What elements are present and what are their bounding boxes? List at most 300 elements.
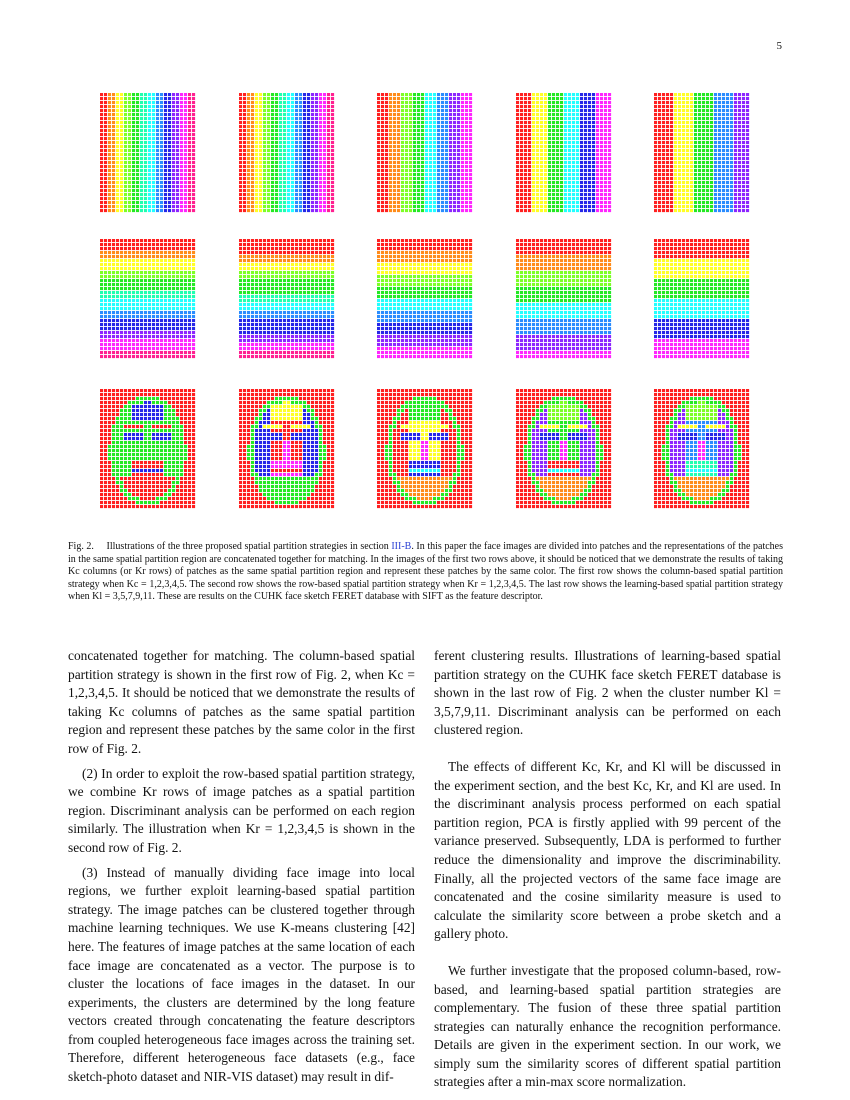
patch-cell [588,121,591,124]
patch-cell [381,105,384,108]
patch-cell [560,125,563,128]
patch-cell [160,299,163,302]
patch-cell [299,255,302,258]
patch-cell [315,307,318,310]
patch-cell [600,145,603,148]
patch-cell [544,149,547,152]
patch-cell [331,129,334,132]
patch-cell [469,165,472,168]
patch-cell [580,201,583,204]
patch-cell [572,201,575,204]
patch-cell [108,287,111,290]
patch-cell [580,189,583,192]
patch-cell [315,279,318,282]
patch-cell [397,97,400,100]
patch-cell [283,205,286,208]
patch-cell [100,205,103,208]
patch-cell [726,181,729,184]
patch-cell [397,105,400,108]
patch-cell [445,161,448,164]
patch-cell [738,193,741,196]
patch-cell [516,133,519,136]
patch-cell [405,97,408,100]
patch-cell [275,161,278,164]
patch-cell [401,201,404,204]
patch-cell [706,173,709,176]
patch-cell [176,205,179,208]
patch-cell [188,161,191,164]
patch-cell [184,93,187,96]
patch-cell [243,299,246,302]
patch-cell [120,339,123,342]
patch-cell [465,141,468,144]
patch-cell [299,117,302,120]
patch-cell [437,129,440,132]
patch-cell [283,93,286,96]
patch-cell [267,149,270,152]
patch-cell [251,97,254,100]
patch-cell [140,327,143,330]
patch-cell [188,347,191,350]
patch-cell [104,299,107,302]
patch-cell [604,205,607,208]
patch-cell [437,201,440,204]
patch-cell [401,145,404,148]
patch-cell [698,153,701,156]
patch-cell [164,255,167,258]
patch-cell [283,177,286,180]
patch-cell [172,259,175,262]
patch-cell [449,105,452,108]
patch-cell [120,137,123,140]
patch-cell [588,109,591,112]
patch-cell [172,247,175,250]
patch-cell [247,275,250,278]
patch-cell [377,137,380,140]
patch-cell [437,101,440,104]
patch-cell [536,145,539,148]
patch-cell [192,347,195,350]
patch-cell [734,97,737,100]
patch-cell [132,331,135,334]
patch-cell [381,193,384,196]
patch-cell [405,153,408,156]
patch-cell [453,157,456,160]
patch-cell [393,173,396,176]
patch-cell [564,209,567,212]
patch-cell [678,117,681,120]
patch-cell [327,185,330,188]
patch-cell [100,121,103,124]
patch-cell [528,153,531,156]
patch-cell [247,323,250,326]
patch-cell [327,271,330,274]
patch-cell [124,319,127,322]
patch-cell [172,319,175,322]
patch-cell [315,299,318,302]
patch-cell [658,185,661,188]
patch-cell [710,93,713,96]
patch-cell [520,173,523,176]
patch-cell [682,149,685,152]
patch-cell [401,93,404,96]
patch-cell [144,157,147,160]
patch-cell [433,141,436,144]
patch-cell [608,205,611,208]
patch-cell [311,181,314,184]
patch-cell [429,93,432,96]
patch-cell [116,149,119,152]
patch-cell [279,295,282,298]
patch-cell [271,295,274,298]
patch-cell [544,145,547,148]
patch-cell [319,197,322,200]
patch-cell [192,291,195,294]
patch-cell [172,239,175,242]
patch-cell [144,343,147,346]
patch-cell [243,197,246,200]
patch-cell [251,299,254,302]
patch-cell [303,251,306,254]
patch-cell [243,173,246,176]
patch-cell [385,149,388,152]
patch-cell [596,145,599,148]
patch-cell [544,181,547,184]
patch-cell [604,141,607,144]
patch-cell [148,331,151,334]
patch-cell [299,319,302,322]
patch-cell [140,149,143,152]
patch-cell [100,319,103,322]
patch-cell [247,181,250,184]
patch-cell [303,287,306,290]
patch-cell [144,295,147,298]
patch-cell [315,141,318,144]
patch-cell [283,259,286,262]
patch-cell [576,209,579,212]
patch-cell [694,173,697,176]
patch-cell [152,271,155,274]
patch-cell [401,113,404,116]
patch-cell [140,319,143,322]
patch-cell [164,303,167,306]
patch-cell [128,197,131,200]
patch-cell [429,141,432,144]
patch-cell [682,173,685,176]
patch-cell [303,109,306,112]
patch-cell [307,267,310,270]
patch-cell [441,129,444,132]
patch-cell [710,197,713,200]
patch-cell [259,141,262,144]
patch-cell [600,209,603,212]
patch-cell [702,201,705,204]
patch-cell [596,109,599,112]
patch-cell [540,145,543,148]
patch-cell [385,177,388,180]
patch-cell [674,125,677,128]
patch-cell [116,161,119,164]
patch-cell [128,121,131,124]
patch-cell [327,161,330,164]
patch-cell [516,97,519,100]
patch-cell [686,209,689,212]
patch-cell [393,93,396,96]
patch-cell [544,105,547,108]
patch-cell [267,161,270,164]
patch-cell [714,209,717,212]
patch-cell [251,101,254,104]
patch-cell [389,205,392,208]
patch-cell [457,105,460,108]
patch-cell [128,165,131,168]
patch-cell [124,169,127,172]
patch-cell [311,189,314,192]
patch-cell [714,121,717,124]
patch-cell [112,185,115,188]
patch-cell [588,209,591,212]
patch-cell [600,125,603,128]
patch-cell [152,251,155,254]
patch-cell [722,129,725,132]
patch-cell [654,93,657,96]
patch-cell [188,177,191,180]
patch-cell [520,149,523,152]
patch-cell [604,113,607,116]
patch-cell [429,149,432,152]
patch-cell [259,173,262,176]
patch-cell [544,125,547,128]
patch-cell [552,165,555,168]
patch-cell [718,193,721,196]
patch-cell [381,181,384,184]
patch-cell [714,177,717,180]
patch-cell [746,113,749,116]
patch-cell [600,169,603,172]
patch-cell [548,157,551,160]
patch-cell [702,177,705,180]
patch-cell [267,283,270,286]
patch-cell [540,141,543,144]
patch-cell [608,105,611,108]
patch-cell [524,157,527,160]
patch-cell [568,185,571,188]
patch-cell [275,299,278,302]
patch-cell [100,141,103,144]
patch-cell [192,279,195,282]
patch-cell [140,121,143,124]
patch-cell [259,109,262,112]
patch-cell [255,279,258,282]
patch-cell [263,165,266,168]
patch-cell [421,121,424,124]
patch-cell [666,209,669,212]
patch-cell [401,185,404,188]
patch-cell [140,343,143,346]
patch-cell [164,141,167,144]
patch-cell [389,165,392,168]
patch-cell [120,145,123,148]
patch-cell [666,97,669,100]
patch-cell [674,149,677,152]
patch-cell [156,315,159,318]
patch-cell [136,109,139,112]
patch-cell [156,291,159,294]
patch-cell [520,133,523,136]
patch-cell [287,291,290,294]
patch-cell [552,93,555,96]
patch-cell [287,319,290,322]
patch-cell [385,121,388,124]
patch-cell [112,177,115,180]
patch-cell [746,117,749,120]
patch-cell [706,201,709,204]
patch-cell [176,157,179,160]
patch-cell [564,97,567,100]
patch-cell [148,97,151,100]
patch-cell [172,173,175,176]
patch-cell [152,279,155,282]
patch-cell [140,283,143,286]
patch-cell [120,295,123,298]
patch-cell [100,355,103,358]
patch-cell [596,133,599,136]
patch-cell [279,267,282,270]
patch-cell [596,113,599,116]
patch-cell [714,93,717,96]
patch-cell [140,243,143,246]
patch-cell [319,201,322,204]
patch-cell [267,343,270,346]
patch-cell [160,327,163,330]
patch-cell [303,101,306,104]
patch-cell [600,157,603,160]
patch-cell [327,97,330,100]
patch-cell [453,205,456,208]
patch-cell [116,331,119,334]
patch-cell [164,109,167,112]
patch-cell [176,197,179,200]
patch-cell [100,117,103,120]
patch-cell [584,149,587,152]
patch-cell [303,275,306,278]
patch-cell [381,141,384,144]
patch-grid [516,92,612,214]
patch-cell [144,319,147,322]
patch-cell [136,347,139,350]
patch-cell [425,117,428,120]
patch-cell [271,335,274,338]
patch-cell [299,157,302,160]
patch-cell [421,137,424,140]
patch-cell [666,125,669,128]
patch-cell [540,205,543,208]
patch-cell [287,311,290,314]
patch-cell [449,145,452,148]
patch-cell [674,173,677,176]
patch-cell [319,319,322,322]
patch-cell [128,141,131,144]
patch-cell [283,189,286,192]
patch-cell [536,153,539,156]
patch-cell [168,319,171,322]
patch-cell [654,161,657,164]
patch-cell [303,129,306,132]
patch-cell [176,153,179,156]
patch-cell [596,177,599,180]
patch-cell [255,283,258,286]
patch-cell [710,181,713,184]
page-number: 5 [776,40,782,52]
patch-cell [568,129,571,132]
patch-cell [100,133,103,136]
patch-cell [323,141,326,144]
patch-cell [255,157,258,160]
patch-cell [307,169,310,172]
patch-cell [148,279,151,282]
patch-cell [104,165,107,168]
patch-cell [176,247,179,250]
patch-cell [251,105,254,108]
patch-cell [120,351,123,354]
patch-cell [405,117,408,120]
patch-cell [140,355,143,358]
patch-cell [148,113,151,116]
patch-cell [275,327,278,330]
patch-cell [698,137,701,140]
patch-cell [267,137,270,140]
patch-cell [572,185,575,188]
patch-cell [738,205,741,208]
patch-cell [120,291,123,294]
patch-cell [271,189,274,192]
patch-cell [698,97,701,100]
patch-cell [319,141,322,144]
patch-cell [247,271,250,274]
patch-cell [279,299,282,302]
patch-cell [465,161,468,164]
patch-cell [164,101,167,104]
patch-cell [658,157,661,160]
patch-cell [584,173,587,176]
patch-cell [283,193,286,196]
patch-cell [520,161,523,164]
patch-cell [100,255,103,258]
patch-cell [172,335,175,338]
patch-cell [295,133,298,136]
patch-cell [283,109,286,112]
patch-cell [287,239,290,242]
patch-cell [678,189,681,192]
patch-cell [604,97,607,100]
patch-cell [152,303,155,306]
patch-cell [710,117,713,120]
patch-cell [124,185,127,188]
patch-cell [108,161,111,164]
patch-cell [104,255,107,258]
patch-cell [433,205,436,208]
patch-cell [188,149,191,152]
patch-cell [556,97,559,100]
patch-cell [132,339,135,342]
patch-cell [568,133,571,136]
patch-cell [377,201,380,204]
patch-cell [596,193,599,196]
patch-cell [385,205,388,208]
patch-cell [156,271,159,274]
patch-cell [604,173,607,176]
patch-cell [528,205,531,208]
